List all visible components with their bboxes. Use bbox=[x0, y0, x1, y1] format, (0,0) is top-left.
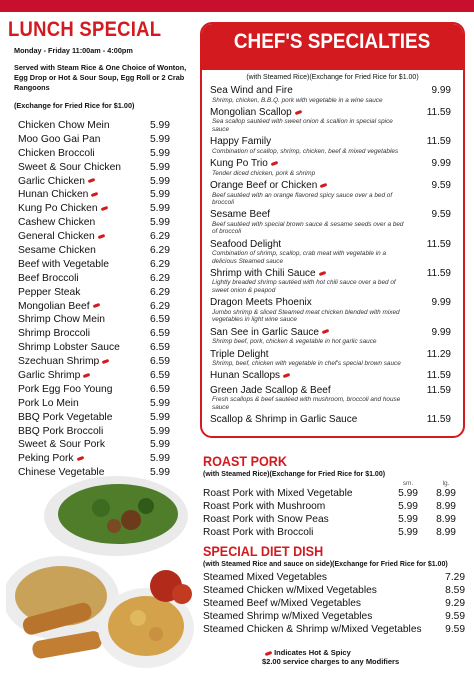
lunch-item-name bbox=[18, 355, 109, 369]
roast-item bbox=[203, 526, 465, 539]
chef-item-row bbox=[210, 327, 451, 339]
chef-item bbox=[210, 239, 451, 265]
chef-item-description: Beef sautéed with an orange flavored spicy sauce over a bed of broccoli bbox=[212, 191, 393, 206]
roast-pork-list bbox=[203, 487, 465, 539]
hot-pepper-icon bbox=[283, 373, 291, 378]
chef-item-row bbox=[210, 268, 451, 280]
lunch-item-label: General Chicken bbox=[18, 231, 95, 243]
chef-item-name bbox=[210, 327, 329, 339]
lunch-item-label: Sesame Chicken bbox=[18, 245, 96, 257]
lunch-item-label: Sweet & Sour Chicken bbox=[18, 161, 122, 173]
hot-pepper-icon bbox=[271, 161, 279, 166]
lunch-item-price: 5.99 bbox=[149, 453, 170, 465]
lunch-item-price: 6.29 bbox=[149, 272, 170, 284]
chef-item-label: Kung Po Trio bbox=[210, 158, 268, 170]
lunch-item bbox=[18, 216, 193, 230]
chef-item bbox=[210, 136, 451, 155]
lunch-item-name bbox=[18, 161, 121, 175]
chef-item-label: Shrimp with Chili Sauce bbox=[210, 267, 316, 279]
chef-item-name bbox=[210, 297, 312, 309]
diet-item bbox=[203, 610, 465, 623]
lunch-item-price: 5.99 bbox=[149, 217, 170, 229]
lunch-item-label: Sweet & Sour Pork bbox=[18, 439, 105, 451]
diet-item-price: 9.59 bbox=[445, 611, 465, 622]
chef-item bbox=[210, 370, 451, 382]
chef-item-row bbox=[210, 349, 451, 361]
lunch-item-price: 6.59 bbox=[149, 328, 170, 340]
lunch-item-price: 5.99 bbox=[149, 120, 170, 131]
lunch-item-price: 5.99 bbox=[149, 147, 170, 159]
chef-item-price: 9.99 bbox=[431, 158, 451, 170]
chef-item bbox=[210, 158, 451, 177]
lunch-hours: Monday - Friday 11:00am - 4:00pm bbox=[14, 46, 133, 55]
lunch-item-label: Chicken Chow Mein bbox=[18, 120, 110, 131]
lunch-item-price: 5.99 bbox=[149, 411, 170, 423]
top-red-bar bbox=[0, 0, 474, 12]
lunch-item-label: Cashew Chicken bbox=[18, 217, 96, 229]
lunch-item-name bbox=[18, 341, 120, 355]
lunch-item-price: 6.59 bbox=[149, 383, 170, 395]
diet-item bbox=[203, 584, 465, 597]
size-lg-label: lg. bbox=[442, 480, 450, 487]
special-diet-sub-note: (with Steamed Rice and sauce on side)(Exchange for Fried Rice for $1.00) bbox=[203, 561, 448, 568]
chef-item-name bbox=[210, 180, 327, 192]
lunch-item bbox=[18, 355, 193, 369]
lunch-item-price: 5.99 bbox=[149, 467, 170, 479]
lunch-item-name bbox=[18, 383, 112, 397]
roast-item-sm-price: 5.99 bbox=[398, 501, 418, 512]
lunch-item-price: 5.99 bbox=[149, 189, 170, 201]
lunch-item-name bbox=[18, 230, 105, 244]
lunch-item-label: Pepper Steak bbox=[18, 286, 81, 298]
roast-item-name: Roast Pork with Mushroom bbox=[203, 501, 326, 512]
chef-item-price: 9.99 bbox=[431, 326, 451, 338]
chef-item-description: Lightly breaded shrimp sautéed with hot chili sauce over a bed of sweet onion & peapod bbox=[212, 279, 396, 294]
lunch-item bbox=[18, 188, 193, 202]
lunch-item-price: 6.29 bbox=[149, 286, 170, 298]
lunch-item bbox=[18, 438, 193, 452]
lunch-item-label: Peking Pork bbox=[18, 453, 74, 465]
chef-item-description: Combination of shrimp, scallop, crab meat with vegetable in a delicious Steamed sauce bbox=[212, 250, 387, 265]
lunch-item-label: Mongolian Beef bbox=[18, 300, 90, 312]
lunch-special-section bbox=[8, 18, 193, 480]
diet-item-name: Steamed Chicken & Shrimp w/Mixed Vegetables bbox=[203, 624, 422, 635]
chef-item-row bbox=[210, 85, 451, 97]
roast-item-lg-price: 8.99 bbox=[436, 527, 456, 538]
roast-item-name: Roast Pork with Broccoli bbox=[203, 527, 314, 538]
lunch-item bbox=[18, 341, 193, 355]
hot-pepper-icon bbox=[102, 359, 110, 364]
service-charge-note: $2.00 service charges to any Modifiers bbox=[262, 657, 400, 666]
roast-item-lg-price: 8.99 bbox=[436, 514, 456, 525]
chef-item-description: Shrimp beef, pork, chicken & vegetable in hot garlic sauce bbox=[212, 338, 377, 346]
diet-item-price: 7.29 bbox=[445, 572, 465, 583]
chef-item-label: Green Jade Scallop & Beef bbox=[210, 384, 331, 396]
hot-pepper-icon bbox=[97, 234, 105, 239]
chefs-specialties-section bbox=[200, 22, 465, 438]
roast-item bbox=[203, 513, 465, 526]
chef-item-label: Happy Family bbox=[210, 136, 272, 148]
chef-item-list bbox=[202, 81, 463, 426]
hot-spicy-note bbox=[262, 648, 399, 657]
chef-item-price: 9.99 bbox=[431, 85, 451, 96]
lunch-item-name bbox=[18, 397, 79, 411]
hot-pepper-icon bbox=[318, 271, 326, 276]
chef-item-row bbox=[210, 107, 451, 119]
chef-item-price: 11.59 bbox=[426, 370, 451, 382]
lunch-special-title: LUNCH SPECIAL bbox=[8, 18, 162, 41]
chef-item-price: 11.59 bbox=[426, 414, 451, 426]
chef-item-price: 11.59 bbox=[426, 106, 451, 118]
lunch-item bbox=[18, 425, 193, 439]
lunch-item-label: BBQ Pork Broccoli bbox=[18, 425, 104, 437]
roast-pork-title: ROAST PORK bbox=[203, 453, 288, 469]
chefs-specialties-title: CHEF'S SPECIALTIES bbox=[234, 30, 431, 53]
chef-item-label: Sea Wind and Fire bbox=[210, 85, 293, 96]
lunch-item-price: 5.99 bbox=[149, 203, 170, 215]
lunch-item bbox=[18, 133, 193, 147]
chef-sub-note: (with Steamed Rice)(Exchange for Fried Rice for $1.00) bbox=[246, 74, 419, 81]
lunch-item-name bbox=[18, 244, 96, 258]
special-diet-list bbox=[203, 571, 465, 636]
diet-item-price: 9.59 bbox=[445, 624, 465, 635]
lunch-item-label: Chicken Broccoli bbox=[18, 147, 95, 159]
lunch-item-label: Moo Goo Gai Pan bbox=[18, 133, 101, 145]
roast-item-sm-price: 5.99 bbox=[398, 527, 418, 538]
chef-item bbox=[210, 180, 451, 206]
diet-item-name: Steamed Chicken w/Mixed Vegetables bbox=[203, 585, 377, 596]
chef-item-price: 9.59 bbox=[431, 180, 451, 192]
lunch-item-name bbox=[18, 369, 90, 383]
chef-item bbox=[210, 268, 451, 294]
diet-item-price: 9.29 bbox=[445, 598, 465, 609]
chef-item-row bbox=[210, 180, 451, 192]
lunch-item-label: Shrimp Chow Mein bbox=[18, 314, 105, 326]
lunch-item bbox=[18, 230, 193, 244]
chef-item-name bbox=[210, 85, 293, 97]
lunch-item bbox=[18, 258, 193, 272]
roast-item bbox=[203, 500, 465, 513]
chef-item-row bbox=[210, 158, 451, 170]
lunch-item-price: 6.59 bbox=[149, 356, 170, 368]
chef-item-name bbox=[210, 385, 331, 397]
lunch-item-price: 6.59 bbox=[149, 342, 170, 354]
lunch-item-price: 6.29 bbox=[149, 300, 170, 312]
chef-item-label: Dragon Meets Phoenix bbox=[210, 297, 312, 309]
chef-item-price: 11.59 bbox=[426, 136, 451, 148]
lunch-item-name bbox=[18, 438, 105, 452]
chef-item-description: Beef sautéed with special brown sauce & sesame seeds over a bed of broccoli bbox=[212, 220, 404, 236]
lunch-item-price: 6.29 bbox=[149, 258, 170, 270]
chef-item bbox=[210, 385, 451, 411]
lunch-item bbox=[18, 175, 193, 189]
hot-pepper-icon bbox=[88, 178, 96, 183]
chef-item bbox=[210, 297, 451, 323]
chef-item-description: Tender diced chicken, pork & shrimp bbox=[212, 169, 316, 177]
lunch-item-price: 6.59 bbox=[149, 314, 170, 326]
special-diet-section bbox=[203, 543, 465, 636]
lunch-item-label: Beef with Vegetable bbox=[18, 258, 110, 270]
lunch-item-price: 6.29 bbox=[149, 245, 170, 257]
chef-item-name bbox=[210, 414, 357, 426]
lunch-exchange-note: (Exchange for Fried Rice for $1.00) bbox=[14, 101, 135, 110]
lunch-item-label: Beef Broccoli bbox=[18, 272, 79, 284]
chef-item-row bbox=[210, 239, 451, 251]
lunch-item-name bbox=[18, 175, 95, 189]
lunch-item bbox=[18, 147, 193, 161]
chef-item-name bbox=[210, 158, 278, 170]
diet-item bbox=[203, 571, 465, 584]
lunch-item-price: 5.99 bbox=[149, 397, 170, 409]
chef-item-description: Sea scallop sautéed with sweet onion & scallion in special spice sauce bbox=[212, 118, 393, 133]
chef-item bbox=[210, 327, 451, 346]
chefs-specialties-banner bbox=[202, 24, 463, 70]
chef-item-description: Combination of scallop, shrimp, chicken, beef & mixed vegetables bbox=[212, 147, 399, 155]
chef-item-name bbox=[210, 268, 326, 280]
lunch-item-price: 5.99 bbox=[149, 425, 170, 437]
diet-item bbox=[203, 597, 465, 610]
food-photo bbox=[6, 468, 194, 680]
lunch-item-name bbox=[18, 188, 98, 202]
lunch-item-name bbox=[18, 327, 90, 341]
lunch-item-label: Kung Po Chicken bbox=[18, 203, 98, 215]
roast-pork-section bbox=[203, 453, 465, 539]
chef-item-description: Jumbo shrimp & sliced Steamed meat chicken blended with mixed vegetables in light wine sauce bbox=[212, 308, 400, 324]
chef-item-name bbox=[210, 370, 290, 382]
lunch-item bbox=[18, 313, 193, 327]
chef-item-label: Seafood Delight bbox=[210, 238, 282, 250]
lunch-item-price: 6.29 bbox=[149, 231, 170, 243]
hot-spicy-text: Indicates Hot & Spicy bbox=[274, 648, 351, 657]
roast-item-name: Roast Pork with Snow Peas bbox=[203, 514, 329, 525]
hot-pepper-icon bbox=[92, 303, 100, 308]
chef-item-description: Shrimp, beef, chicken with vegetable in chef's special brown sauce bbox=[212, 360, 401, 367]
lunch-item-name bbox=[18, 119, 110, 133]
chef-item-price: 9.59 bbox=[431, 209, 451, 221]
chef-item-label: Triple Delight bbox=[210, 348, 269, 360]
hot-pepper-icon bbox=[320, 183, 328, 188]
chef-item bbox=[210, 349, 451, 368]
chef-item-price: 11.59 bbox=[426, 238, 451, 250]
lunch-item-name bbox=[18, 452, 84, 466]
lunch-served-note: Served with Steam Rice & One Choice of Wonton, Egg Drop or Hot & Sour Soup, Egg Roll or 2 Crab Rangoons bbox=[14, 63, 187, 92]
lunch-item-name bbox=[18, 147, 95, 161]
roast-item-sm-price: 5.99 bbox=[398, 488, 418, 499]
lunch-item-price: 5.99 bbox=[149, 161, 170, 173]
hot-pepper-icon bbox=[91, 192, 99, 197]
lunch-item-name bbox=[18, 411, 112, 425]
chef-item bbox=[210, 85, 451, 104]
special-diet-title: SPECIAL DIET DISH bbox=[203, 543, 324, 559]
lunch-item bbox=[18, 411, 193, 425]
size-sm-label: sm. bbox=[402, 480, 414, 487]
lunch-item-list bbox=[8, 119, 193, 480]
chef-item-label: San See in Garlic Sauce bbox=[210, 326, 319, 338]
lunch-item-name bbox=[18, 313, 105, 327]
lunch-item-label: Shrimp Broccoli bbox=[18, 328, 91, 340]
lunch-item bbox=[18, 202, 193, 216]
lunch-item bbox=[18, 272, 193, 286]
lunch-item bbox=[18, 300, 193, 314]
roast-pork-sub-note: (with Steamed Rice)(Exchange for Fried Rice for $1.00) bbox=[203, 471, 386, 478]
chef-item-label: Sesame Beef bbox=[210, 209, 271, 221]
hot-pepper-icon bbox=[265, 650, 273, 655]
lunch-item-label: Hunan Chicken bbox=[18, 189, 89, 201]
lunch-item-name bbox=[18, 258, 109, 272]
lunch-item bbox=[18, 327, 193, 341]
lunch-item-label: Chinese Vegetable bbox=[18, 467, 105, 479]
hot-pepper-icon bbox=[322, 329, 330, 334]
chef-item bbox=[210, 107, 451, 133]
lunch-item-name bbox=[18, 425, 103, 439]
diet-item-name: Steamed Shrimp w/Mixed Vegetables bbox=[203, 611, 373, 622]
chef-item-price: 11.59 bbox=[426, 384, 451, 396]
hot-pepper-icon bbox=[76, 456, 84, 461]
lunch-item-label: Pork Lo Mein bbox=[18, 397, 79, 409]
lunch-item bbox=[18, 383, 193, 397]
diet-item bbox=[203, 623, 465, 636]
chef-item bbox=[210, 209, 451, 235]
roast-item-sm-price: 5.99 bbox=[398, 514, 418, 525]
chef-item-row bbox=[210, 385, 451, 397]
chef-item-description: Fresh scallops & beef sautéed with mushroom, broccoli and house sauce bbox=[212, 396, 401, 411]
diet-item-name: Steamed Mixed Vegetables bbox=[203, 572, 328, 583]
lunch-item-label: Szechuan Shrimp bbox=[18, 356, 100, 368]
lunch-item-name bbox=[18, 272, 79, 286]
lunch-item bbox=[18, 161, 193, 175]
size-header bbox=[203, 480, 465, 487]
chef-item-label: Scallop & Shrimp in Garlic Sauce bbox=[210, 414, 358, 426]
hot-pepper-icon bbox=[83, 373, 91, 378]
lunch-item-label: Shrimp Lobster Sauce bbox=[18, 342, 120, 354]
chef-item-price: 11.29 bbox=[426, 348, 451, 360]
chef-item-row bbox=[210, 297, 451, 309]
chef-item-label: Mongolian Scallop bbox=[210, 106, 292, 118]
roast-item-lg-price: 8.99 bbox=[436, 488, 456, 499]
lunch-item-price: 6.59 bbox=[149, 370, 170, 382]
chef-item-price: 9.99 bbox=[431, 297, 451, 309]
hot-pepper-icon bbox=[294, 110, 302, 115]
chef-item-description: Shrimp, chicken, B.B.Q. pork with vegetable in a wine sauce bbox=[212, 96, 383, 104]
lunch-item-name bbox=[18, 202, 108, 216]
diet-item-name: Steamed Beef w/Mixed Vegetables bbox=[203, 598, 362, 609]
chef-item-name bbox=[210, 136, 271, 148]
lunch-item-label: Pork Egg Foo Young bbox=[18, 383, 113, 395]
chef-item-label: Orange Beef or Chicken bbox=[210, 180, 318, 192]
lunch-item-price: 5.99 bbox=[149, 175, 170, 187]
roast-item-lg-price: 8.99 bbox=[436, 501, 456, 512]
chef-item-name bbox=[210, 107, 302, 119]
chef-item-name bbox=[210, 239, 281, 251]
chef-item-row bbox=[210, 136, 451, 148]
chef-item-price: 11.59 bbox=[426, 267, 451, 279]
chef-item-label: Hunan Scallops bbox=[210, 370, 281, 382]
chef-item-name bbox=[210, 209, 270, 221]
lunch-item bbox=[18, 452, 193, 466]
lunch-item-name bbox=[18, 300, 100, 314]
lunch-item bbox=[18, 369, 193, 383]
lunch-item-name bbox=[18, 216, 95, 230]
roast-item bbox=[203, 487, 465, 500]
roast-item-name: Roast Pork with Mixed Vegetable bbox=[203, 488, 353, 499]
lunch-item-name bbox=[18, 133, 100, 147]
chef-item-row bbox=[210, 370, 451, 382]
lunch-item-label: BBQ Pork Vegetable bbox=[18, 411, 113, 423]
lunch-item-label: Garlic Shrimp bbox=[18, 370, 81, 382]
hot-pepper-icon bbox=[100, 206, 108, 211]
lunch-item bbox=[18, 119, 193, 133]
lunch-item-name bbox=[18, 286, 80, 300]
lunch-item bbox=[18, 286, 193, 300]
lunch-item bbox=[18, 397, 193, 411]
footer-notes bbox=[262, 648, 399, 666]
chef-item-row bbox=[210, 414, 451, 426]
lunch-item-price: 5.99 bbox=[149, 133, 170, 145]
chef-item bbox=[210, 414, 451, 426]
chef-item-row bbox=[210, 209, 451, 221]
chef-item-name bbox=[210, 349, 269, 361]
lunch-item bbox=[18, 244, 193, 258]
lunch-item-price: 5.99 bbox=[149, 439, 170, 451]
diet-item-price: 8.59 bbox=[445, 585, 465, 596]
lunch-item-label: Garlic Chicken bbox=[18, 175, 85, 187]
